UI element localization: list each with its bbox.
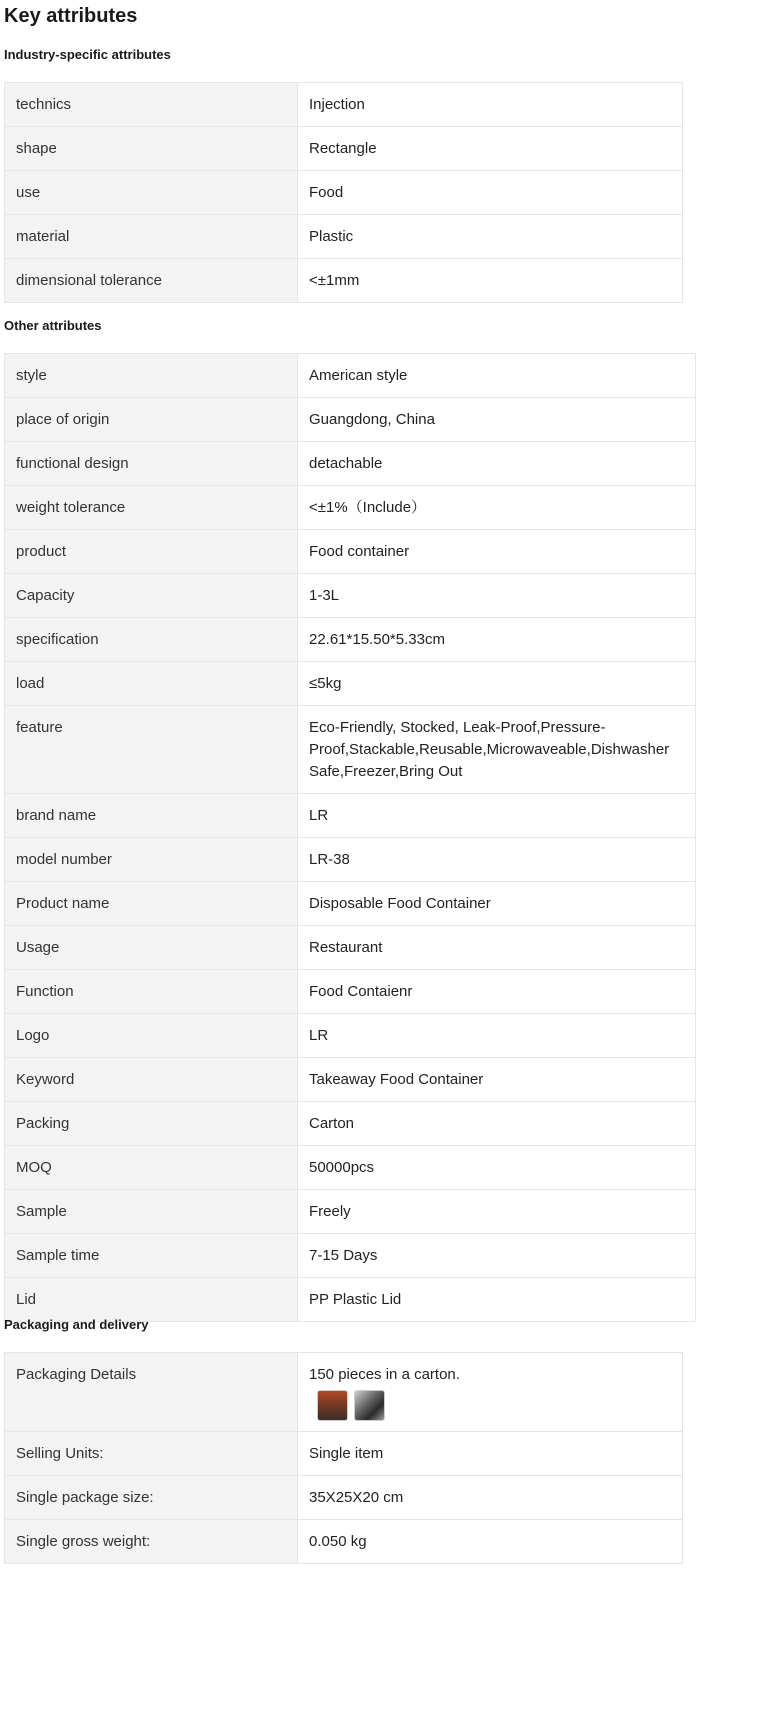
industry-attributes-table: [4, 82, 683, 303]
attribute-key: Usage: [5, 926, 298, 970]
attribute-key: Packing: [5, 1102, 298, 1146]
table-row: [5, 259, 683, 303]
attribute-key: use: [5, 171, 298, 215]
attribute-value: <±1%（Include）: [298, 486, 696, 530]
table-row: [5, 1014, 696, 1058]
attribute-value: Takeaway Food Container: [298, 1058, 696, 1102]
table-row: [5, 706, 696, 794]
packaging-delivery-heading: Packaging and delivery: [4, 1317, 149, 1332]
table-row: [5, 926, 696, 970]
attribute-value: Restaurant: [298, 926, 696, 970]
attribute-value: 22.61*15.50*5.33cm: [298, 618, 696, 662]
attribute-value: Rectangle: [298, 127, 683, 171]
attribute-value: LR-38: [298, 838, 696, 882]
packaging-delivery-table: [4, 1352, 683, 1564]
table-row: [5, 838, 696, 882]
attribute-key: specification: [5, 618, 298, 662]
attribute-key: Lid: [5, 1278, 298, 1322]
table-row: [5, 794, 696, 838]
table-row: [5, 398, 696, 442]
attribute-key: place of origin: [5, 398, 298, 442]
attribute-key: style: [5, 354, 298, 398]
table-row: [5, 127, 683, 171]
other-attributes-table: [4, 353, 696, 1322]
table-row: [5, 354, 696, 398]
attribute-value: LR: [298, 794, 696, 838]
attribute-key: dimensional tolerance: [5, 259, 298, 303]
table-row: [5, 1353, 683, 1432]
table-row: [5, 1520, 683, 1564]
attribute-key: model number: [5, 838, 298, 882]
attribute-key: Capacity: [5, 574, 298, 618]
attribute-value: Guangdong, China: [298, 398, 696, 442]
table-row: [5, 662, 696, 706]
table-row: [5, 1058, 696, 1102]
attribute-key: Selling Units:: [5, 1432, 298, 1476]
attribute-key: Function: [5, 970, 298, 1014]
table-row: [5, 970, 696, 1014]
attribute-value: Plastic: [298, 215, 683, 259]
attribute-key: Keyword: [5, 1058, 298, 1102]
attribute-value: 150 pieces in a carton.: [309, 1366, 460, 1383]
table-row: [5, 574, 696, 618]
table-row: [5, 83, 683, 127]
table-row: [5, 1146, 696, 1190]
attribute-key: MOQ: [5, 1146, 298, 1190]
attribute-key: functional design: [5, 442, 298, 486]
table-row: [5, 618, 696, 662]
table-row: [5, 1190, 696, 1234]
attribute-key: Single package size:: [5, 1476, 298, 1520]
attribute-key: weight tolerance: [5, 486, 298, 530]
attribute-key: Sample: [5, 1190, 298, 1234]
attribute-value: American style: [298, 354, 696, 398]
table-row: [5, 1278, 696, 1322]
attribute-value: Carton: [298, 1102, 696, 1146]
attribute-value: Freely: [298, 1190, 696, 1234]
attribute-value: 35X25X20 cm: [298, 1476, 683, 1520]
attribute-key: feature: [5, 706, 298, 794]
attribute-key: technics: [5, 83, 298, 127]
page-title: Key attributes: [4, 5, 138, 27]
attribute-value: detachable: [298, 442, 696, 486]
attribute-value: Food: [298, 171, 683, 215]
attribute-key: Packaging Details: [5, 1353, 298, 1432]
industry-attributes-heading: Industry-specific attributes: [4, 47, 171, 62]
attribute-value: Food container: [298, 530, 696, 574]
attribute-value: 1-3L: [298, 574, 696, 618]
attribute-key: Logo: [5, 1014, 298, 1058]
attribute-value: Disposable Food Container: [298, 882, 696, 926]
table-row: [5, 530, 696, 574]
attribute-key: brand name: [5, 794, 298, 838]
attribute-value: ≤5kg: [298, 662, 696, 706]
table-row: [5, 1234, 696, 1278]
attribute-key: Product name: [5, 882, 298, 926]
table-row: [5, 882, 696, 926]
table-row: [5, 442, 696, 486]
packaging-thumbnail[interactable]: [317, 1390, 348, 1421]
attribute-value: 7-15 Days: [298, 1234, 696, 1278]
attribute-key: Single gross weight:: [5, 1520, 298, 1564]
table-row: [5, 1102, 696, 1146]
attribute-value: Eco-Friendly, Stocked, Leak-Proof,Pressure-Proof,Stackable,Reusable,Microwaveable,Dishwasher Safe,Freezer,Bring Out: [298, 706, 696, 794]
attribute-key: load: [5, 662, 298, 706]
packaging-thumbnails: [309, 1390, 671, 1421]
attribute-value: <±1mm: [298, 259, 683, 303]
other-attributes-heading: Other attributes: [4, 318, 102, 333]
attribute-value: Injection: [298, 83, 683, 127]
attribute-key: shape: [5, 127, 298, 171]
table-row: [5, 215, 683, 259]
attribute-value: LR: [298, 1014, 696, 1058]
attribute-value: 0.050 kg: [298, 1520, 683, 1564]
attribute-value: Food Contaienr: [298, 970, 696, 1014]
packaging-thumbnail[interactable]: [354, 1390, 385, 1421]
attribute-key: Sample time: [5, 1234, 298, 1278]
attribute-key: material: [5, 215, 298, 259]
table-row: [5, 486, 696, 530]
attribute-value: 50000pcs: [298, 1146, 696, 1190]
attribute-key: product: [5, 530, 298, 574]
table-row: [5, 171, 683, 215]
attribute-value: Single item: [298, 1432, 683, 1476]
table-row: [5, 1476, 683, 1520]
attribute-value: PP Plastic Lid: [298, 1278, 696, 1322]
table-row: [5, 1432, 683, 1476]
attribute-value-cell: [298, 1353, 683, 1432]
